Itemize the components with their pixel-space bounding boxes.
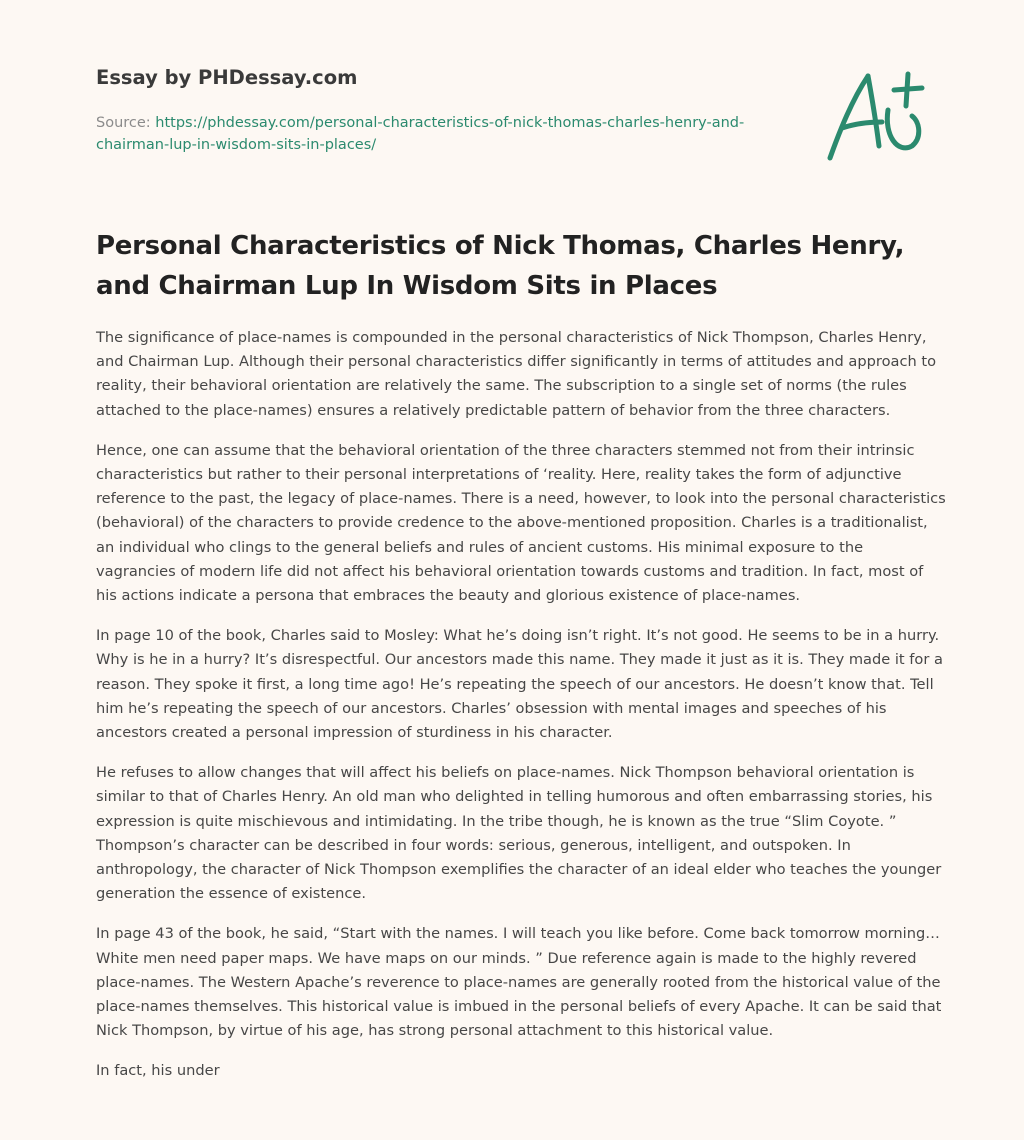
a-plus-logo-icon	[822, 66, 926, 166]
essay-paragraph: In page 43 of the book, he said, “Start with the names. I will teach you like before. Come back tomorrow morning… White men need paper maps. We have maps on our minds. ” Due reference again is made to the highly revered place-names. The Western Apache’s reverence to place-names are generally rooted from the historical value of the place-names themselves. This historical value is imbued in the personal beliefs of every Apache. It can be said that Nick Thompson, by virtue of his age, has strong personal attachment to this historical value.	[96, 925, 942, 1040]
essay-paragraph: Hence, one can assume that the behavioral orientation of the three characters stemmed not from their intrinsic characteristics but rather to their personal interpretations of ‘reality. Here, reality takes the form of adjunctive reference to the past, the legacy of place-names. There is a need, however, to look into the personal characteristics (behavioral) of the characters to provide credence to the above-mentioned proposition. Charles is a traditionalist, an individual who clings to the general beliefs and rules of ancient customs. His minimal exposure to the vagrancies of modern life did not affect his behavioral orientation towards customs and tradition. In fact, most of his actions indicate a persona that embraces the beauty and glorious existence of place-names.	[96, 441, 946, 605]
essay-title: Personal Characteristics of Nick Thomas, Charles Henry, and Chairman Lup In Wisdom Sits in Places	[96, 231, 905, 301]
essay-paragraph: The significance of place-names is compounded in the personal characteristics of Nick Thompson, Charles Henry, and Chairman Lup. Although their personal characteristics differ significantly in terms of attitudes and approach to reality, their behavioral orientation are relatively the same. The subscription to a single set of norms (the rules attached to the place-names) ensures a relatively predictable pattern of behavior from the three characters.	[96, 329, 937, 419]
essay-paragraph: He refuses to allow changes that will affect his beliefs on place-names. Nick Thompson behavioral orientation is similar to that of Charles Henry. An old man who delighted in telling humorous and often embarrassing stories, his expression is quite mischievous and intimidating. In the tribe though, he is known as the true “Slim Coyote. ” Thompson’s character can be described in four words: serious, generous, intelligent, and outspoken. In anthropology, the character of Nick Thompson exemplifies the character of an ideal elder who teaches the younger generation the essence of existence.	[96, 764, 942, 903]
essay-paragraph: In page 10 of the book, Charles said to Mosley: What he’s doing isn’t right. It’s not good. He seems to be in a hurry. Why is he in a hurry? It’s disrespectful. Our ancestors made this name. They made it just as it is. They made it for a reason. They spoke it first, a long time ago! He’s repeating the speech of our ancestors. He doesn’t know that. Tell him he’s repeating the speech of our ancestors. Charles’ obsession with mental images and speeches of his ancestors created a personal impression of sturdiness in his character.	[96, 627, 943, 742]
source-line	[96, 112, 756, 156]
source-link[interactable]: https://phdessay.com/personal-characteristics-of-nick-thomas-charles-henry-and-chairman-lup-in-wisdom-sits-in-places/	[96, 115, 745, 153]
source-label: Source:	[96, 115, 156, 131]
site-brand: Essay by PHDessay.com	[96, 66, 358, 89]
essay-paragraph-truncated: In fact, his under	[96, 1062, 220, 1080]
essay-body	[96, 326, 946, 1100]
